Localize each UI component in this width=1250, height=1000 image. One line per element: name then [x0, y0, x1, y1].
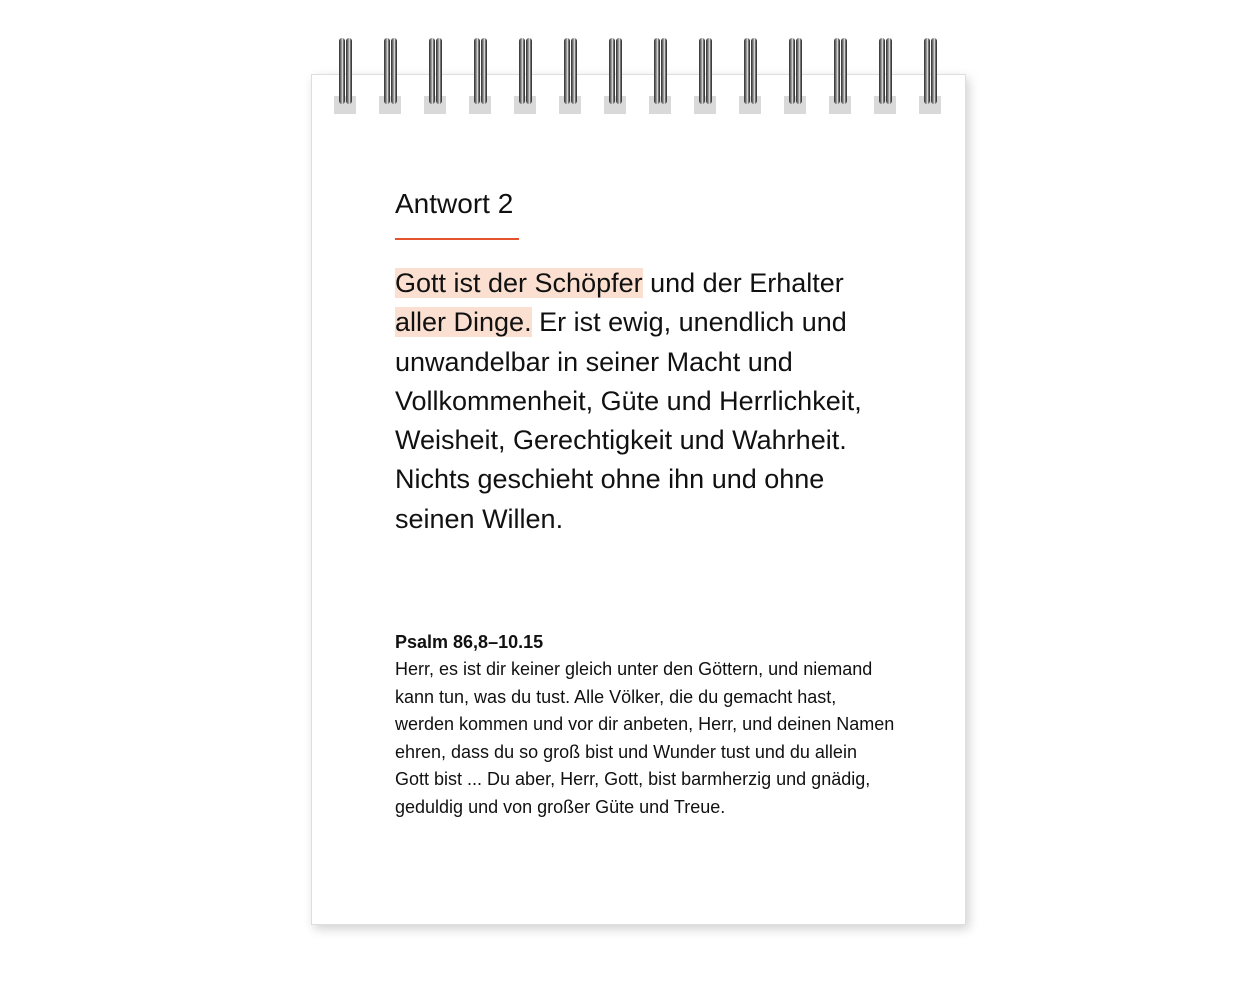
wire-loop [924, 38, 930, 104]
wire-loop [571, 38, 577, 104]
wire-loop [391, 38, 397, 104]
spiral-ring [514, 36, 536, 114]
wire-loop [841, 38, 847, 104]
spiral-ring [424, 36, 446, 114]
wire-loop [796, 38, 802, 104]
answer-highlight-2: aller Dinge. [395, 307, 532, 338]
punch-hole [379, 96, 401, 114]
wire-loop [879, 38, 885, 104]
punch-hole [739, 96, 761, 114]
wire-loop [744, 38, 750, 104]
punch-hole [829, 96, 851, 114]
wire-loop [564, 38, 570, 104]
wire-loop [886, 38, 892, 104]
wire-loop [654, 38, 660, 104]
answer-text-2: Er ist ewig, unendlich und unwandelbar in seiner Macht und Vollkommenheit, Güte und Herrlichkeit, Weisheit, Gerechtigkeit und Wahrheit. Nichts geschieht ohne ihn und ohne seinen Willen. [395, 307, 862, 534]
wire-loop [699, 38, 705, 104]
punch-hole [694, 96, 716, 114]
wire-loop [346, 38, 352, 104]
wire-loop [339, 38, 345, 104]
punch-hole [469, 96, 491, 114]
punch-hole [919, 96, 941, 114]
wire-loop [834, 38, 840, 104]
answer-highlight-1: Gott ist der Schöpfer [395, 268, 643, 298]
scripture-text: Herr, es ist dir keiner gleich unter den Göttern, und niemand kann tun, was du tust. Alle Völker, die du gemacht hast, werden kommen und vor dir anbeten, Herr, und deinen Namen ehren, dass du so groß bist und Wunder tust und du allein Gott bist ... Du aber, Herr, Gott, bist barmherzig und gnädig, geduldig und von großer Güte und Treue. [395, 659, 895, 817]
wire-loop [519, 38, 525, 104]
punch-hole [604, 96, 626, 114]
wire-loop [609, 38, 615, 104]
wire-loop [616, 38, 622, 104]
spiral-ring [604, 36, 626, 114]
punch-hole [424, 96, 446, 114]
scripture-reference: Psalm 86,8–10.15 [395, 632, 544, 652]
answer-text-1: und der Erhalter [642, 268, 844, 298]
wire-loop [751, 38, 757, 104]
wire-loop [789, 38, 795, 104]
wire-loop [474, 38, 480, 104]
spiral-ring [334, 36, 356, 114]
spiral-ring [919, 36, 941, 114]
answer-heading: Antwort 2 [395, 188, 514, 219]
spiral-ring [649, 36, 671, 114]
wire-loop [384, 38, 390, 104]
punch-hole [559, 96, 581, 114]
spiral-ring [829, 36, 851, 114]
spiral-ring [784, 36, 806, 114]
spiral-ring [469, 36, 491, 114]
spiral-ring [874, 36, 896, 114]
punch-hole [334, 96, 356, 114]
wire-loop [526, 38, 532, 104]
answer-section [395, 184, 895, 539]
spiral-ring [694, 36, 716, 114]
wire-loop [661, 38, 667, 104]
answer-text [395, 264, 895, 539]
spiral-binding [334, 36, 946, 114]
spiral-ring [559, 36, 581, 114]
punch-hole [514, 96, 536, 114]
wire-loop [931, 38, 937, 104]
wire-loop [481, 38, 487, 104]
wire-loop [706, 38, 712, 104]
accent-rule [395, 238, 519, 240]
wire-loop [436, 38, 442, 104]
punch-hole [874, 96, 896, 114]
spiral-ring [379, 36, 401, 114]
spiral-ring [739, 36, 761, 114]
punch-hole [784, 96, 806, 114]
punch-hole [649, 96, 671, 114]
wire-loop [429, 38, 435, 104]
